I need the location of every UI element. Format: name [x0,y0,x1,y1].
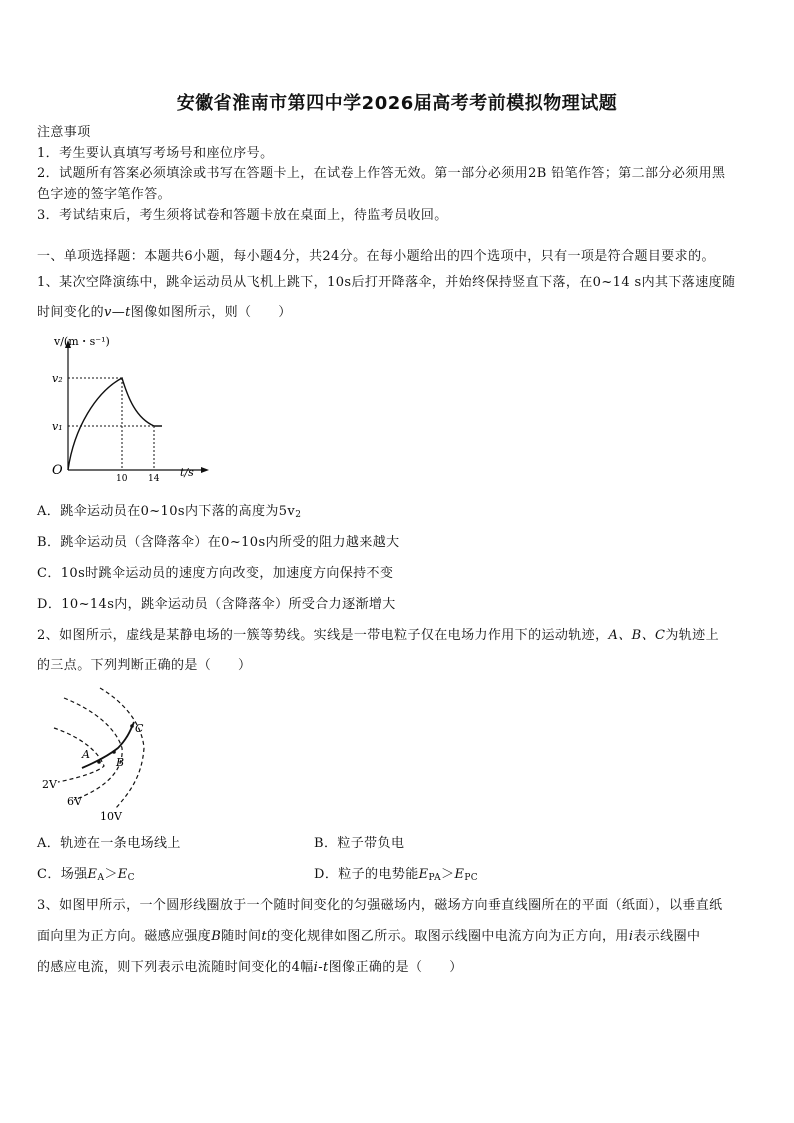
tick-14: 14 [148,474,160,484]
q3-stem-line1: 3、如图甲所示，一个圆形线圈放于一个随时间变化的匀强磁场内，磁场方向垂直线圈所在的平面（纸面），以垂直纸 [37,898,723,913]
notice-item-1: 1．考生要认真填写考场号和座位序号。 [37,146,274,161]
point-a [97,760,101,764]
label-a: A [82,748,90,761]
tick-10: 10 [116,474,128,484]
q1-stem-line2: 时间变化的v—t图像如图所示，则（ ） [37,305,292,320]
point-b [112,750,116,754]
q2-stem-line1: 2、如图所示，虚线是某静电场的一簇等势线。实线是一带电粒子仅在电场力作用下的运动轨迹，A、B、C为轨迹上 [37,628,719,643]
equipotential-2v [54,728,104,782]
q1-option-c: C．10s时跳伞运动员的速度方向改变，加速度方向保持不变 [37,566,394,581]
q1-stem-line1: 1、某次空降演练中，跳伞运动员从飞机上跳下，10s后打开降落伞，并始终保持竖直下落，在0~14 s内其下落速度随 [37,275,736,290]
q1-vt-graph [40,328,210,484]
x-axis-label: t/s [180,466,194,479]
q2-stem-line2: 的三点。下列判断正确的是（ ） [37,658,252,673]
q2-option-c: C．场强$E_A>E_C$ [37,867,135,883]
label-b: B [116,756,125,769]
q1-option-a: A．跳伞运动员在0~10s内下落的高度为$5v_2$ [37,504,302,520]
q3-stem-line2: 面向里为正方向。磁感应强度B随时间t的变化规律如图乙所示。取图示线圈中电流方向为正方向，用i表示线圈中 [37,929,701,944]
section-heading: 一、单项选择题：本题共6小题，每小题4分，共24分。在每小题给出的四个选项中，只有一项是符合题目要求的。 [37,249,715,264]
q2-option-a: A．轨迹在一条电场线上 [37,836,181,851]
point-c [130,724,134,728]
notice-item-2: 2．试题所有答案必须填涂或书写在答题卡上，在试卷上作答无效。第一部分必须用2B 铅笔作答；第二部分必须用黑 [37,166,726,181]
page-title: 安徽省淮南市第四中学2026届高考考前模拟物理试题 [176,93,618,114]
velocity-curve [68,378,162,470]
q1-option-d: D．10~14s内，跳伞运动员（含降落伞）所受合力逐渐增大 [37,597,396,612]
equipotential-6v [64,698,125,800]
q2-equipotential-diagram [38,684,168,824]
notice-item-2-cont: 色字迹的签字笔作答。 [37,187,172,202]
label-c: C [135,722,144,735]
y-axis-label: v/(m・s⁻¹) [54,335,110,348]
label-2v: 2V [42,778,57,791]
notice-heading: 注意事项 [37,125,91,140]
v1-label: v₁ [52,420,63,433]
q1-option-b: B．跳伞运动员（含降落伞）在0~10s内所受的阻力越来越大 [37,535,400,550]
particle-trajectory [82,722,134,768]
label-6v: 6V [67,795,82,808]
notice-item-3: 3．考试结束后，考生须将试卷和答题卡放在桌面上，待监考员收回。 [37,208,448,223]
x-axis-arrow [201,467,209,473]
origin-label: O [52,463,63,478]
q3-stem-line3: 的感应电流，则下列表示电流随时间变化的4幅i-t图像正确的是（ ） [37,960,463,975]
v2-label: v₂ [52,372,63,385]
q2-option-b: B．粒子带负电 [314,836,405,851]
q2-option-d: D．粒子的电势能$E_{PA}>E_{PC}$ [314,867,479,883]
label-10v: 10V [100,810,122,823]
